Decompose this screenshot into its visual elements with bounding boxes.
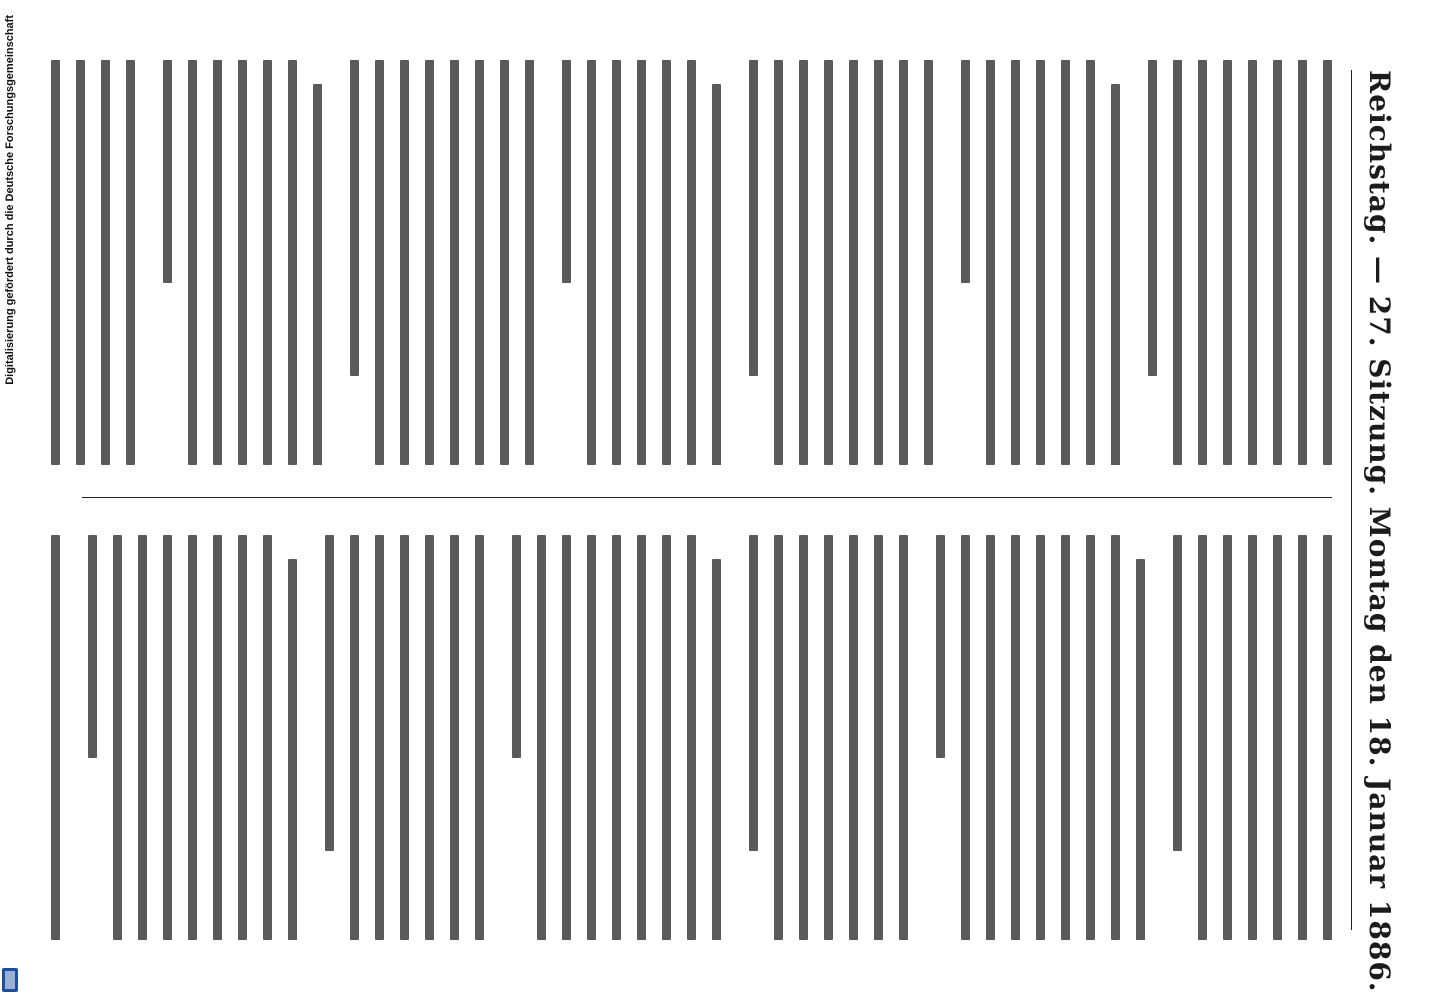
text-line-placeholder	[899, 535, 908, 940]
text-line-placeholder	[961, 60, 970, 283]
text-line-placeholder	[1248, 60, 1257, 465]
text-line-placeholder	[425, 535, 434, 940]
text-line-placeholder	[1198, 535, 1207, 940]
text-line-placeholder	[824, 535, 833, 940]
text-line-placeholder	[88, 535, 97, 758]
text-line-placeholder	[986, 535, 995, 940]
text-line-placeholder	[562, 535, 571, 940]
text-line-placeholder	[263, 535, 272, 940]
left-column	[42, 60, 1332, 465]
text-line-placeholder	[126, 60, 135, 465]
text-line-placeholder	[637, 60, 646, 465]
text-line-placeholder	[1273, 60, 1282, 465]
text-line-placeholder	[1061, 535, 1070, 940]
text-line-placeholder	[350, 60, 359, 376]
text-line-placeholder	[1298, 535, 1307, 940]
text-line-placeholder	[874, 60, 883, 465]
text-line-placeholder	[475, 535, 484, 940]
page-header	[1356, 70, 1396, 993]
text-line-placeholder	[450, 60, 459, 465]
header-rule	[1351, 70, 1352, 930]
text-line-placeholder	[512, 535, 521, 758]
text-line-placeholder	[76, 60, 85, 465]
text-line-placeholder	[1036, 535, 1045, 940]
text-line-placeholder	[138, 535, 147, 940]
right-column	[42, 535, 1332, 940]
text-line-placeholder	[824, 60, 833, 465]
dfg-logo-icon	[2, 968, 18, 992]
text-line-placeholder	[1111, 84, 1120, 465]
text-line-placeholder	[1198, 60, 1207, 465]
text-line-placeholder	[1173, 60, 1182, 465]
text-line-placeholder	[687, 60, 696, 465]
text-line-placeholder	[774, 60, 783, 465]
text-line-placeholder	[213, 60, 222, 465]
text-line-placeholder	[1148, 60, 1157, 376]
text-line-placeholder	[1223, 535, 1232, 940]
text-line-placeholder	[400, 60, 409, 465]
text-line-placeholder	[799, 60, 808, 465]
text-line-placeholder	[687, 535, 696, 940]
text-line-placeholder	[113, 535, 122, 940]
text-line-placeholder	[924, 60, 933, 465]
digitization-credit	[0, 0, 20, 1000]
text-line-placeholder	[799, 535, 808, 940]
text-line-placeholder	[899, 60, 908, 465]
text-line-placeholder	[375, 535, 384, 940]
text-line-placeholder	[288, 60, 297, 465]
text-line-placeholder	[213, 535, 222, 940]
text-line-placeholder	[475, 60, 484, 465]
text-line-placeholder	[874, 535, 883, 940]
running-header: Reichstag. — 27. Sitzung. Montag den 18. Januar 1886.	[1363, 70, 1396, 993]
text-line-placeholder	[1011, 60, 1020, 465]
text-line-placeholder	[936, 535, 945, 758]
text-line-placeholder	[101, 60, 110, 465]
text-line-placeholder	[537, 535, 546, 940]
text-line-placeholder	[1061, 60, 1070, 465]
text-line-placeholder	[961, 535, 970, 940]
text-line-placeholder	[375, 60, 384, 465]
text-line-placeholder	[1011, 535, 1020, 940]
text-line-placeholder	[662, 535, 671, 940]
text-line-placeholder	[712, 84, 721, 465]
column-divider	[82, 497, 1332, 498]
text-line-placeholder	[51, 60, 60, 465]
text-line-placeholder	[849, 60, 858, 465]
text-line-placeholder	[350, 535, 359, 940]
text-line-placeholder	[1086, 60, 1095, 465]
credit-text: Digitalisierung gefördert durch die Deutsche Forschungsgemeinschaft	[4, 15, 16, 385]
text-line-placeholder	[612, 60, 621, 465]
text-line-placeholder	[1273, 535, 1282, 940]
text-line-placeholder	[712, 559, 721, 940]
text-line-placeholder	[774, 535, 783, 940]
text-line-placeholder	[400, 535, 409, 940]
text-line-placeholder	[1248, 535, 1257, 940]
text-line-placeholder	[587, 60, 596, 465]
text-line-placeholder	[263, 60, 272, 465]
text-line-placeholder	[749, 60, 758, 376]
text-line-placeholder	[313, 84, 322, 465]
text-line-placeholder	[238, 535, 247, 940]
text-line-placeholder	[500, 60, 509, 465]
text-line-placeholder	[425, 60, 434, 465]
text-line-placeholder	[1323, 60, 1332, 465]
text-line-placeholder	[525, 60, 534, 465]
text-line-placeholder	[188, 60, 197, 465]
text-line-placeholder	[1086, 535, 1095, 940]
text-line-placeholder	[1298, 60, 1307, 465]
text-line-placeholder	[1223, 60, 1232, 465]
text-line-placeholder	[450, 535, 459, 940]
text-line-placeholder	[325, 535, 334, 851]
text-line-placeholder	[163, 535, 172, 940]
text-line-placeholder	[562, 60, 571, 283]
text-line-placeholder	[188, 535, 197, 940]
text-line-placeholder	[849, 535, 858, 940]
text-line-placeholder	[612, 535, 621, 940]
text-line-placeholder	[637, 535, 646, 940]
text-line-placeholder	[587, 535, 596, 940]
text-line-placeholder	[986, 60, 995, 465]
text-line-placeholder	[1323, 535, 1332, 940]
text-line-placeholder	[1173, 535, 1182, 851]
text-line-placeholder	[1036, 60, 1045, 465]
text-line-placeholder	[662, 60, 671, 465]
text-line-placeholder	[51, 535, 60, 940]
text-line-placeholder	[749, 535, 758, 851]
text-line-placeholder	[288, 559, 297, 940]
text-line-placeholder	[1136, 559, 1145, 940]
text-line-placeholder	[1111, 535, 1120, 940]
text-line-placeholder	[163, 60, 172, 283]
text-line-placeholder	[238, 60, 247, 465]
